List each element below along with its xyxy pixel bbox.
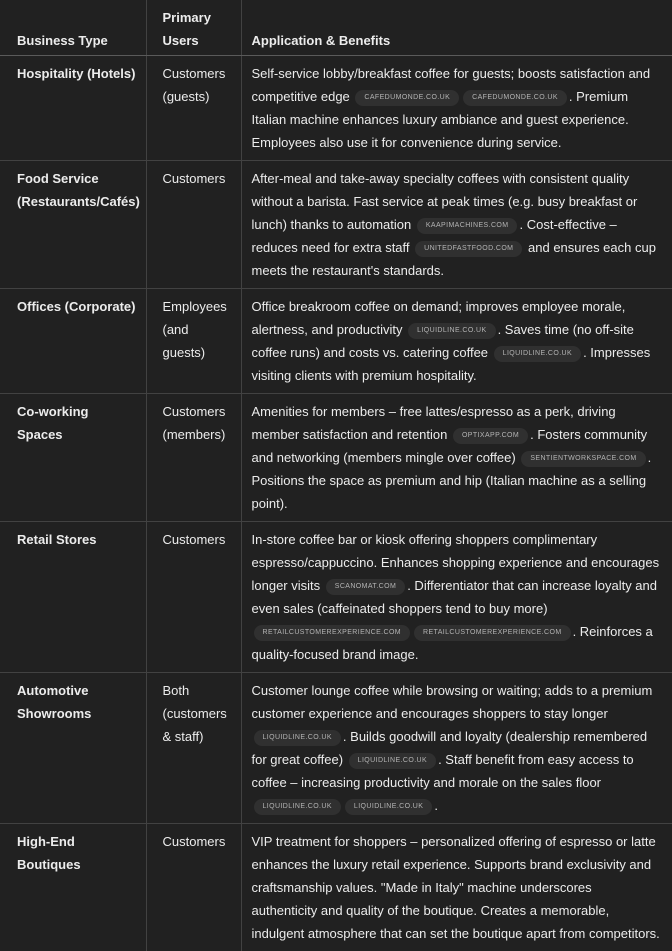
citation-link[interactable]: LIQUIDLINE.CO.UK	[345, 799, 432, 815]
primary-users-cell: Customers	[146, 522, 241, 673]
application-text: and ensures each cup meets the restaurant's standards.	[252, 240, 656, 278]
citation-link[interactable]: RETAILCUSTOMEREXPERIENCE.COM	[414, 625, 571, 641]
application-text: . Builds goodwill and loyalty (dealership remembered for great coffee)	[252, 729, 648, 767]
application-text: . Fosters community and networking (members mingle over coffee)	[252, 427, 648, 465]
table-row	[0, 56, 672, 161]
application-text: . Differentiator that can increase loyalty and even sales (caffeinated shoppers tend to buy more)	[252, 578, 658, 616]
citation-link[interactable]: UNITEDFASTFOOD.COM	[415, 241, 522, 257]
application-text: VIP treatment for shoppers – personalized offering of espresso or latte enhances the luxury retail experience. Supports brand exclusivity and craftsmanship values. "Made in Italy" machine underscores authenticity and quality of the boutique. Creates a memorable, indulgent atmosphere that can set the boutique apart from competitors.	[252, 834, 660, 941]
primary-users-cell: Customers	[146, 161, 241, 289]
citation-link[interactable]: SENTIENTWORKSPACE.COM	[521, 451, 645, 467]
table-body	[0, 56, 672, 951]
citation-link[interactable]: RETAILCUSTOMEREXPERIENCE.COM	[254, 625, 411, 641]
citation-link[interactable]: CAFEDUMONDE.CO.UK	[463, 90, 567, 106]
header-application: Application & Benefits	[241, 0, 672, 56]
header-business-type: Business Type	[0, 0, 146, 56]
application-cell	[241, 161, 672, 289]
primary-users-cell: Both (customers & staff)	[146, 673, 241, 824]
table-row	[0, 394, 672, 522]
application-text: . Cost-effective – reduces need for extra staff	[252, 217, 617, 255]
citation-link[interactable]: SCANOMAT.COM	[326, 579, 405, 595]
application-text: Office breakroom coffee on demand; improves employee morale, alertness, and productivity	[252, 299, 626, 337]
application-text: .	[434, 798, 438, 813]
application-text: . Saves time (no off-site coffee runs) and costs vs. catering coffee	[252, 322, 634, 360]
application-text: . Reinforces a quality-focused brand image.	[252, 624, 653, 662]
citation-link[interactable]: OPTIXAPP.COM	[453, 428, 528, 444]
business-type-cell: Retail Stores	[0, 522, 146, 673]
table-row	[0, 673, 672, 824]
business-type-cell: High-End Boutiques	[0, 824, 146, 951]
application-text: . Positions the space as premium and hip (Italian machine as a selling point).	[252, 450, 652, 511]
application-text: . Premium Italian machine enhances luxury ambiance and guest experience. Employees also use it for convenience during service.	[252, 89, 629, 150]
table-header-row	[0, 0, 672, 56]
application-text: Customer lounge coffee while browsing or waiting; adds to a premium customer experience and encourages shoppers to stay longer	[252, 683, 653, 721]
application-cell	[241, 56, 672, 161]
primary-users-cell: Employees (and guests)	[146, 289, 241, 394]
application-cell	[241, 673, 672, 824]
primary-users-cell: Customers	[146, 824, 241, 951]
citation-link[interactable]: LIQUIDLINE.CO.UK	[349, 753, 436, 769]
primary-users-cell: Customers (members)	[146, 394, 241, 522]
table-row	[0, 824, 672, 951]
citation-link[interactable]: CAFEDUMONDE.CO.UK	[355, 90, 459, 106]
primary-users-cell: Customers (guests)	[146, 56, 241, 161]
table-row	[0, 522, 672, 673]
application-text: . Impresses visiting clients with premium hospitality.	[252, 345, 651, 383]
application-text: In-store coffee bar or kiosk offering shoppers complimentary espresso/cappuccino. Enhances shopping experience and encourages longer visits	[252, 532, 660, 593]
header-primary-users: Primary Users	[146, 0, 241, 56]
business-type-cell: Food Service (Restaurants/Cafés)	[0, 161, 146, 289]
application-text: Self-service lobby/breakfast coffee for guests; boosts satisfaction and competitive edge	[252, 66, 651, 104]
citation-link[interactable]: LIQUIDLINE.CO.UK	[494, 346, 581, 362]
business-type-cell: Hospitality (Hotels)	[0, 56, 146, 161]
business-type-cell: Offices (Corporate)	[0, 289, 146, 394]
application-cell	[241, 394, 672, 522]
table-row	[0, 161, 672, 289]
application-text: . Staff benefit from easy access to coffee – increasing productivity and morale on the sales floor	[252, 752, 634, 790]
application-text: Amenities for members – free lattes/espresso as a perk, driving member satisfaction and retention	[252, 404, 616, 442]
business-type-cell: Co-working Spaces	[0, 394, 146, 522]
application-cell	[241, 824, 672, 951]
table-row	[0, 289, 672, 394]
citation-link[interactable]: KAAPIMACHINES.COM	[417, 218, 518, 234]
application-cell	[241, 522, 672, 673]
citation-link[interactable]: LIQUIDLINE.CO.UK	[254, 730, 341, 746]
citation-link[interactable]: LIQUIDLINE.CO.UK	[408, 323, 495, 339]
application-text: After-meal and take-away specialty coffees with consistent quality without a barista. Fast service at peak times (e.g. busy breakfast or lunch) thanks to automation	[252, 171, 638, 232]
citation-link[interactable]: LIQUIDLINE.CO.UK	[254, 799, 341, 815]
application-cell	[241, 289, 672, 394]
business-type-cell: Automotive Showrooms	[0, 673, 146, 824]
